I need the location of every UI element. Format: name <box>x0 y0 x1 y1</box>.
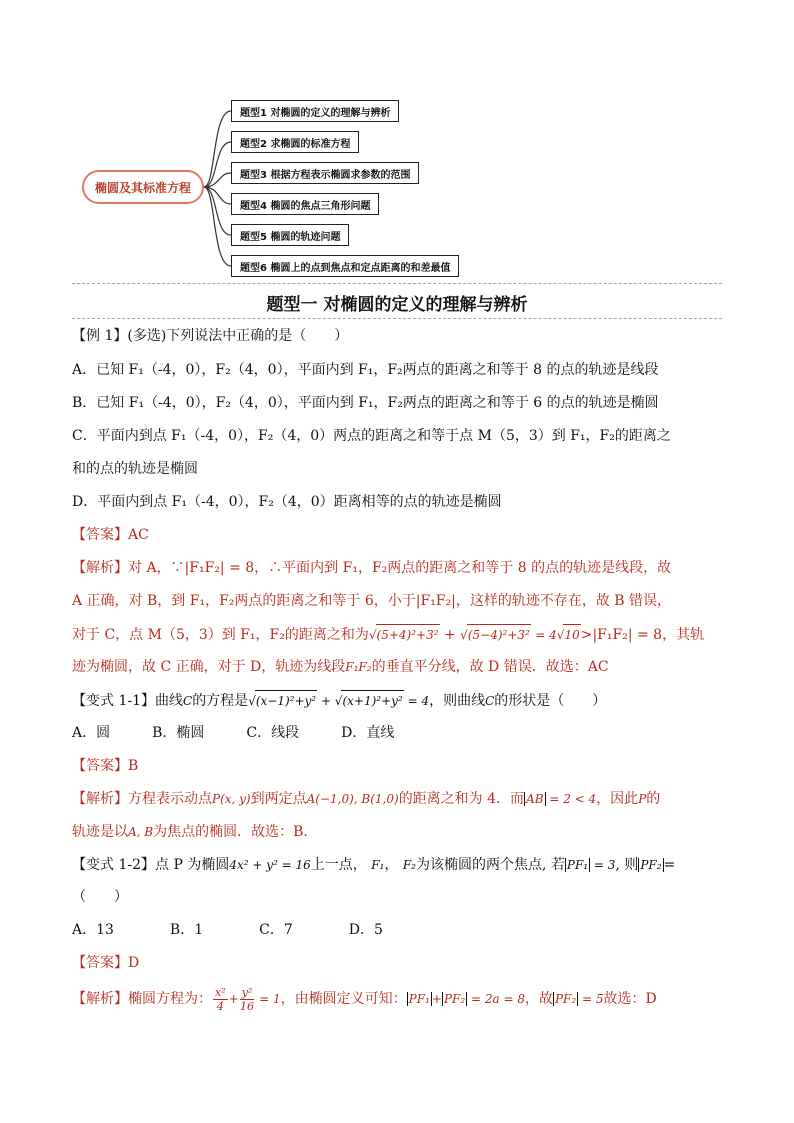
divider-bottom <box>72 318 722 319</box>
variant12-stem: 【变式 1-2】点 P 为椭圆4x² + y² = 16上一点， F₁， F₂为该椭圆的两个焦点, 若 PF₁ = 3, 则 PF₂ = <box>72 857 676 873</box>
example1-option-d: D．平面内到点 F₁（-4，0），F₂（4，0）距离相等的点的轨迹是椭圆 <box>72 494 502 510</box>
section-title: 题型一 对椭圆的定义的理解与辨析 <box>266 295 528 315</box>
variant11-stem: 【变式 1-1】曲线C的方程是√(x−1)²+y² + √(x+1)²+y² = 4，则曲线C的形状是（ ） <box>72 690 606 711</box>
example1-option-c-line1: C．平面内到点 F₁（-4，0），F₂（4，0）两点的距离之和等于点 M（5，3）到 F₁，F₂的距离之 <box>72 428 671 444</box>
segment-f1f2: F₁F₂ <box>345 660 372 674</box>
example1-solution-line2: A 正确，对 B，到 F₁，F₂两点的距离之和等于 6，小于|F₁F₂|，这样的轨迹不存在，故 B 错误， <box>72 593 672 609</box>
example1-solution-line3: 对于 C，点 M（5，3）到 F₁，F₂的距离之和为√(5+4)²+3² + √(5−4)²+3² = 4√10>|F₁F₂| = 8，其轨 <box>72 624 704 645</box>
sqrt-expression-1: √(5+4)²+3² <box>369 628 440 642</box>
variant12-solution: 【解析】椭圆方程为： $\frac{\text{x²}}{4}$ + $\frac{\text{y²}}{16}$ = 1，由椭圆定义可知： PF₁ + PF₂ = 2a = 8，故 PF₂ = 5故选：D <box>72 986 657 1013</box>
example1-option-c-line2: 和的点的轨迹是椭圆 <box>72 461 198 477</box>
variant12-options: A．13 B．1 C．7 D．5 <box>72 922 383 938</box>
example1-solution-line1: 【解析】对 A，∵|F₁F₂| = 8，∴平面内到 F₁，F₂两点的距离之和等于 8 的点的轨迹是线段，故 <box>72 560 672 576</box>
mindmap-root: 椭圆及其标准方程 <box>82 170 204 204</box>
sqrt-value: = 4 <box>535 628 557 642</box>
example1-option-b: B．已知 F₁（-4，0），F₂（4，0），平面内到 F₁，F₂两点的距离之和等于 6 的点的轨迹是椭圆 <box>72 395 659 411</box>
sqrt-10: √10 <box>557 628 581 642</box>
mindmap-branch-3: 题型3 根据方程表示椭圆求参数的范围 <box>231 162 419 184</box>
example1-option-a: A．已知 F₁（-4，0），F₂（4，0），平面内到 F₁，F₂两点的距离之和等于 8 的点的轨迹是线段 <box>72 362 659 378</box>
mindmap-branch-6: 题型6 椭圆上的点到焦点和定点距离的和差最值 <box>231 255 459 277</box>
variant11-options: A．圆 B．椭圆 C．线段 D．直线 <box>72 725 395 741</box>
solution-text: >|F₁F₂| = 8，其轨 <box>580 627 705 643</box>
variant11-solution-line1: 【解析】方程表示动点P(x, y)到两定点A(−1,0), B(1,0)的距离之和为 4．而 AB = 2 < 4，因此P的 <box>72 791 661 807</box>
mindmap-branch-5: 题型5 椭圆的轨迹问题 <box>231 224 349 246</box>
equation: √(x−1)²+y² + √(x+1)²+y² = 4 <box>248 694 429 708</box>
example1-answer: 【答案】AC <box>72 527 149 543</box>
example1-solution-line4: 迹为椭圆，故 C 正确，对于 D，轨迹为线段F₁F₂的垂直平分线，故 D 错误．故选：AC <box>72 659 609 675</box>
solution-text: 对于 C，点 M（5，3）到 F₁，F₂的距离之和为 <box>72 627 369 643</box>
divider-top <box>72 283 722 284</box>
mindmap-branch-1: 题型1 对椭圆的定义的理解与辨析 <box>231 100 399 122</box>
mindmap-branch-2: 题型2 求椭圆的标准方程 <box>231 131 359 153</box>
variant12-paren: （ ） <box>72 889 128 905</box>
sqrt-expression-2: √(5−4)²+3² <box>460 628 531 642</box>
mindmap-branch-4: 题型4 椭圆的焦点三角形问题 <box>231 193 379 215</box>
example1-stem: 【例 1】(多选)下列说法中正确的是（ ） <box>72 328 349 344</box>
variant11-answer: 【答案】B <box>72 758 139 774</box>
variant12-answer: 【答案】D <box>72 955 140 971</box>
variant11-solution-line2: 轨迹是以A, B为焦点的椭圆．故选：B． <box>72 824 318 840</box>
mindmap-connectors <box>0 0 794 290</box>
